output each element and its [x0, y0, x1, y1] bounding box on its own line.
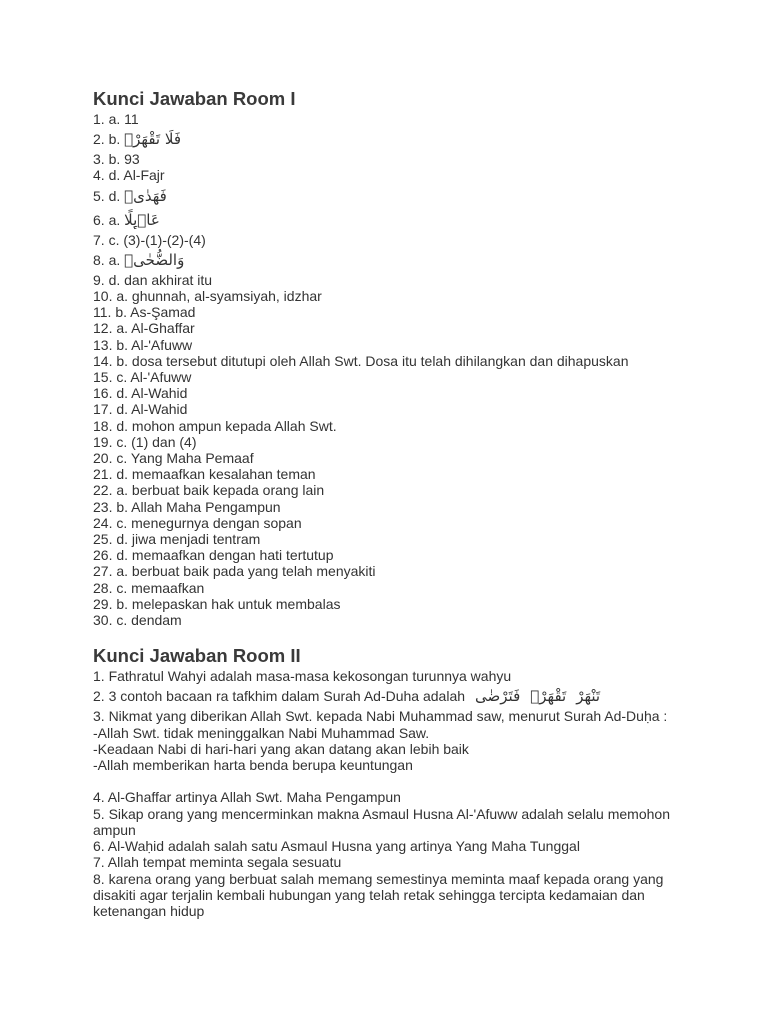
answer-7: [93, 232, 728, 248]
answer-text: 21. d. memaafkan kesalahan teman: [93, 466, 316, 483]
answer-arabic: فَهَدٰىۖ: [124, 186, 167, 205]
answer-text: 18. d. mohon ampun kepada Allah Swt.: [93, 417, 337, 434]
answer-8: [93, 248, 728, 272]
arabic-word-1: فَتَرْضٰى: [475, 687, 521, 706]
essay-point-1: -Allah Swt. tidak meninggalkan Nabi Muhammad Saw.: [93, 724, 430, 741]
answer-text: 8. a.: [93, 251, 125, 268]
answer-18: [93, 418, 728, 434]
essay-point-3: -Allah memberikan harta benda berupa keuntungan: [93, 757, 413, 774]
answer-17: [93, 401, 728, 417]
answer-text: 4. d. Al-Fajr: [93, 167, 165, 184]
answer-24: [93, 515, 728, 531]
answer-text: 28. c. memaafkan: [93, 579, 205, 596]
answer-12: [93, 320, 728, 336]
answer-text: 27. a. berbuat baik pada yang telah menyakiti: [93, 563, 376, 580]
answer-text: 6. a.: [93, 211, 125, 228]
answer-13: [93, 337, 728, 353]
answer-text: 13. b. Al-'Afuww: [93, 336, 193, 353]
answer-29: [93, 596, 728, 612]
answer-text: 25. d. jiwa menjadi tentram: [93, 531, 261, 548]
essay-answer-text: 2. 3 contoh bacaan ra tafkhim dalam Surah Ad-Duha adalah: [93, 688, 466, 705]
answer-text: 3. b. 93: [93, 151, 140, 168]
answer-text: 17. d. Al-Wahid: [93, 401, 188, 418]
essay-answer-6: 6. Al-Waḥid adalah salah satu Asmaul Husna yang artinya Yang Maha Tunggal: [93, 838, 580, 855]
answer-text: 7. c. (3)-(1)-(2)-(4): [93, 231, 206, 248]
answer-text: 15. c. Al-'Afuww: [93, 369, 192, 386]
essay-answer-1: 1. Fathratul Wahyi adalah masa-masa kekosongan turunnya wahyu: [93, 668, 512, 685]
answer-6: [93, 208, 728, 232]
room1-answer-list: [93, 111, 728, 628]
answer-28: [93, 580, 728, 596]
answer-text: 23. b. Allah Maha Pengampun: [93, 498, 281, 515]
answer-text: 9. d. dan akhirat itu: [93, 271, 213, 288]
answer-text: 30. c. dendam: [93, 612, 182, 629]
answer-14: [93, 353, 728, 369]
room2-answer-list: [93, 668, 728, 919]
answer-text: 5. d.: [93, 187, 125, 204]
answer-4: [93, 167, 728, 183]
answer-21: [93, 466, 728, 482]
answer-text: 24. c. menegurnya dengan sopan: [93, 514, 302, 531]
essay-answer-2: [93, 684, 728, 708]
answer-arabic: عَاۤىِٕلًا: [124, 210, 160, 229]
answer-text: 20. c. Yang Maha Pemaaf: [93, 450, 254, 467]
answer-11: [93, 304, 728, 320]
essay-answer-7: 7. Allah tempat meminta segala sesuatu: [93, 854, 342, 871]
answer-27: [93, 563, 728, 579]
answer-text: 16. d. Al-Wahid: [93, 385, 188, 402]
essay-answer-5: 5. Sikap orang yang mencerminkan makna Asmaul Husna Al-'Afuww adalah selalu memohon ampun: [93, 805, 670, 838]
answer-text: 26. d. memaafkan dengan hati tertutup: [93, 547, 334, 564]
answer-text: 12. a. Al-Ghaffar: [93, 320, 195, 337]
answer-3: [93, 151, 728, 167]
arabic-word-2: تَقْهَرْۗ: [530, 687, 567, 706]
answer-text: 11. b. As-Şamad: [93, 304, 196, 321]
essay-answer-8: 8. karena orang yang berbuat salah memang semestinya meminta maaf kepada orang yang disakiti agar terjalin kembali hubungan yang telah retak sehingga tercipta kedamaian dan ketenangan hidup: [93, 870, 664, 919]
answer-22: [93, 482, 728, 498]
answer-text: 22. a. berbuat baik kepada orang lain: [93, 482, 325, 499]
answer-23: [93, 499, 728, 515]
answer-2: [93, 127, 728, 151]
answer-text: 19. c. (1) dan (4): [93, 433, 197, 450]
answer-5: [93, 184, 728, 208]
answer-9: [93, 272, 728, 288]
answer-arabic: وَالضُّحٰىۙ: [124, 250, 185, 269]
answer-arabic: فَلَا تَقْهَرْۗ: [124, 130, 181, 149]
answer-text: 1. a. 11: [93, 111, 139, 127]
answer-15: [93, 369, 728, 385]
answer-text: 10. a. ghunnah, al-syamsiyah, idzhar: [93, 288, 322, 305]
answer-20: [93, 450, 728, 466]
answer-text: 2. b.: [93, 131, 125, 148]
blank-line: [93, 773, 728, 789]
essay-answer-3: 3. Nikmat yang diberikan Allah Swt. kepada Nabi Muhammad saw, menurut Surah Ad-Duḥa :: [93, 708, 668, 725]
answer-30: [93, 612, 728, 628]
answer-25: [93, 531, 728, 547]
answer-10: [93, 288, 728, 304]
arabic-word-3: تَنْهَرْ: [576, 687, 601, 706]
room2-title: Kunci Jawaban Room II: [93, 645, 301, 667]
answer-1: [93, 111, 728, 127]
room1-title: Kunci Jawaban Room I: [93, 88, 296, 109]
answer-26: [93, 547, 728, 563]
answer-text: 29. b. melepaskan hak untuk membalas: [93, 595, 341, 612]
essay-answer-4: 4. Al-Ghaffar artinya Allah Swt. Maha Pengampun: [93, 789, 401, 806]
essay-point-2: -Keadaan Nabi di hari-hari yang akan datang akan lebih baik: [93, 740, 469, 757]
answer-text: 14. b. dosa tersebut ditutupi oleh Allah Swt. Dosa itu telah dihilangkan dan dihapuskan: [93, 352, 629, 369]
answer-16: [93, 385, 728, 401]
answer-19: [93, 434, 728, 450]
